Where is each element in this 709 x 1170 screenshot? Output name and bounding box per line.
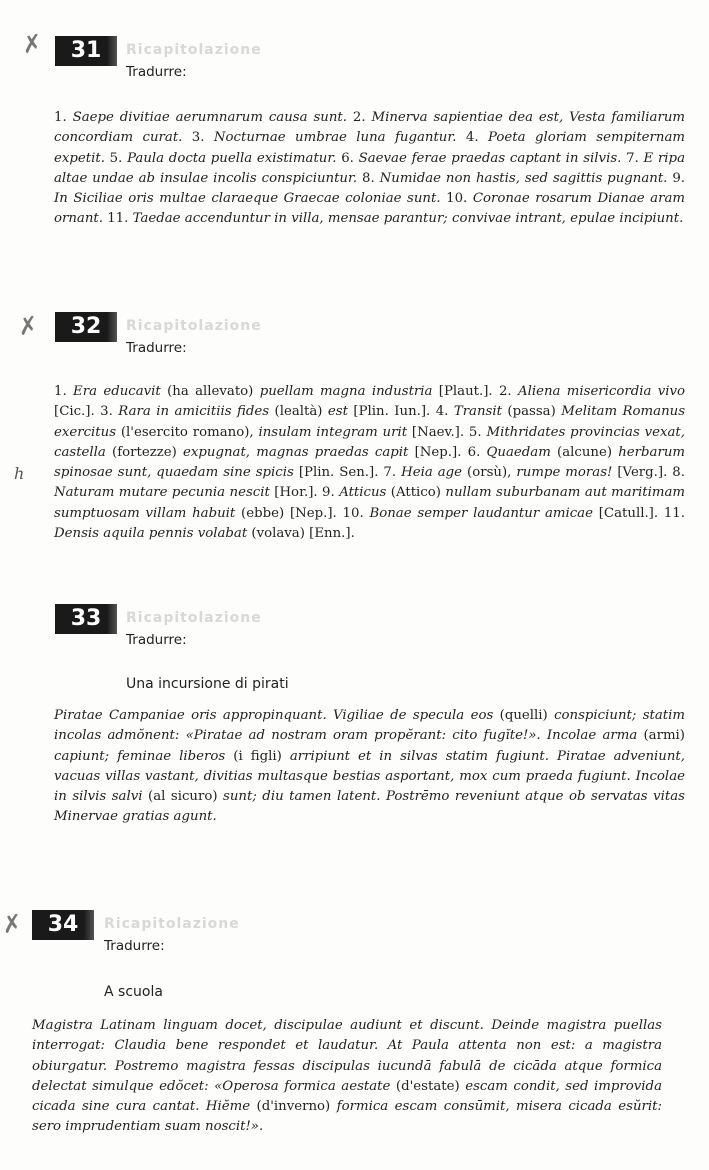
- exercise-number: 34: [32, 910, 94, 940]
- exercise-text: [54, 706, 685, 828]
- latin-text: sunt; diu tamen latent. Postrēmo reveniunt atque ob servatas vitas Minervae gratias agunt.: [54, 789, 685, 825]
- latin-text: conspiciunt; statim incolas admŏnent: «Piratae ad nostram oram propĕrant: cito fugĭte!». Incolae arma: [54, 708, 685, 744]
- handwritten-x-mark: ✗: [0, 908, 24, 940]
- gloss-text: (alcune): [550, 444, 619, 460]
- gloss-text: (fortezze): [105, 444, 183, 460]
- gloss-text: (i figli): [225, 748, 290, 764]
- section-title: Ricapitolazione: [126, 610, 262, 626]
- gloss-text: [Verg.]. 8.: [612, 465, 685, 481]
- exercise-text: [54, 108, 685, 230]
- gloss-text: 5.: [104, 150, 128, 166]
- gloss-text: (quelli): [493, 708, 555, 723]
- latin-text: Nocturnae umbrae luna fugantur.: [213, 130, 457, 146]
- reading-heading: Una incursione di pirati: [126, 676, 289, 692]
- gloss-text: (d'inverno): [250, 1099, 337, 1115]
- instruction: Tradurre:: [126, 340, 187, 356]
- latin-text: Heia age: [401, 465, 463, 481]
- instruction: Tradurre:: [126, 632, 187, 648]
- gloss-text: (l'esercito romano),: [116, 424, 259, 440]
- latin-text: Piratae Campaniae oris appropinquant. Vigiliae de specula eos: [54, 708, 494, 723]
- latin-text: Quaedam: [486, 444, 551, 460]
- latin-text: Mithridates provincias vexat, castella: [54, 424, 686, 460]
- gloss-text: (orsù),: [462, 465, 517, 481]
- latin-text: Transit: [453, 404, 502, 420]
- gloss-text: (ha allevato): [160, 384, 260, 399]
- gloss-text: [Cic.]. 3.: [54, 404, 119, 420]
- latin-text: arripiunt et in silvas statim fugiunt. Piratae adveniunt, vacuas villas vastant, divitias multasque bestias asportant, mox cum praeda fugiunt. Incolae in silvis salvi: [54, 748, 685, 805]
- latin-text: puellam magna industria: [259, 384, 433, 399]
- latin-text: E ripa altae undae ab insulae incolis conspiciuntur.: [54, 150, 685, 186]
- gloss-text: [Plin. Sen.]. 7.: [293, 465, 402, 481]
- gloss-text: 7.: [621, 150, 644, 166]
- latin-text: Bonae semper laudantur amicae: [369, 505, 593, 521]
- gloss-text: (lealtà): [269, 404, 328, 420]
- gloss-text: 8.: [357, 170, 380, 186]
- gloss-text: (Attico): [386, 485, 446, 501]
- reading-heading: A scuola: [104, 984, 163, 1000]
- latin-text: Coronae rosarum Dianae aram ornant.: [54, 191, 686, 227]
- latin-text: Era educavit: [73, 384, 161, 399]
- latin-text: est: [327, 404, 348, 420]
- section-title: Ricapitolazione: [126, 42, 262, 58]
- latin-text: herbarum spinosae sunt, quaedam sine spicis: [54, 444, 685, 481]
- gloss-text: 11.: [103, 211, 133, 227]
- gloss-text: 3.: [182, 130, 214, 146]
- gloss-text: 6.: [336, 150, 359, 166]
- instruction: Tradurre:: [104, 938, 165, 954]
- latin-text: Rara in amicitiis fides: [118, 404, 270, 420]
- latin-text: rumpe moras!: [516, 465, 613, 481]
- gloss-text: [Plaut.]. 2.: [432, 384, 518, 399]
- latin-text: Densis aquila pennis volabat: [54, 526, 248, 542]
- exercise-number: 33: [55, 604, 117, 634]
- latin-text: Melitam Romanus exercitus: [54, 404, 686, 440]
- gloss-text: [Naev.]. 5.: [407, 424, 487, 440]
- latin-text: Magistra Latinam linguam docet, discipulae audiunt et discunt. Deinde magistra puellas interrogat: Claudia bene respondet et laudatur. At Paula attenta non est: a magistra obiurgatur. Postremo magistra fessas discipulas iucundā fabulā de cicāda atque formica delectat simulque edŏcet: «Operosa formica aestate: [32, 1018, 662, 1094]
- gloss-text: [Hor.]. 9.: [269, 485, 340, 501]
- latin-text: In Siciliae oris multae claraeque Graecae coloniae sunt.: [54, 191, 441, 207]
- latin-text: Taedae accenduntur in villa, mensae parantur; convivae intrant, epulae incipiunt.: [132, 211, 684, 227]
- exercise-number: 32: [55, 312, 117, 342]
- latin-text: Aliena misericordia vivo: [517, 384, 686, 399]
- latin-text: insulam integram urit: [258, 424, 408, 440]
- gloss-text: (al sicuro): [142, 789, 224, 805]
- gloss-text: 4.: [456, 130, 488, 146]
- gloss-text: 9.: [667, 170, 686, 186]
- latin-text: Minerva sapientiae dea est, Vesta familiarum concordiam curat.: [54, 110, 686, 146]
- latin-text: escam condit, sed improvida cicada sine cura cantat. Hiĕme: [32, 1078, 662, 1115]
- gloss-text: [Catull.]. 11.: [592, 505, 685, 521]
- handwritten-note: h: [14, 464, 25, 483]
- latin-text: Paula docta puella existimatur.: [127, 150, 337, 166]
- gloss-text: (passa): [501, 404, 562, 420]
- exercise-text: [32, 1016, 662, 1138]
- handwritten-x-mark: ✗: [20, 28, 44, 60]
- instruction: Tradurre:: [126, 64, 187, 80]
- gloss-text: (d'estate): [390, 1078, 466, 1094]
- gloss-text: (volava) [Enn.].: [247, 526, 355, 542]
- gloss-text: 1.: [54, 384, 74, 399]
- latin-text: Poeta gloriam sempiternam expetit.: [54, 130, 686, 166]
- latin-text: Atticus: [339, 485, 387, 501]
- section-title: Ricapitolazione: [126, 318, 262, 334]
- gloss-text: 2.: [346, 110, 372, 125]
- latin-text: formica escam consūmit, misera cicada esŭrit: sero imprudentiam suam noscit!».: [32, 1099, 662, 1135]
- gloss-text: (ebbe) [Nep.]. 10.: [235, 505, 370, 521]
- exercise-number: 31: [55, 36, 117, 66]
- gloss-text: 1.: [54, 110, 73, 125]
- latin-text: expugnat, magnas praedas capit: [183, 444, 409, 460]
- section-title: Ricapitolazione: [104, 916, 240, 932]
- exercise-text: [54, 382, 685, 544]
- latin-text: Saevae ferae praedas captant in silvis.: [358, 150, 622, 166]
- handwritten-x-mark: ✗: [16, 310, 40, 342]
- gloss-text: [Nep.]. 6.: [408, 444, 487, 460]
- latin-text: nullam suburbanam aut maritimam sumptuosam villam habuit: [54, 485, 686, 521]
- latin-text: Numidae non hastis, sed sagittis pugnant.: [379, 170, 668, 186]
- gloss-text: [Plin. Iun.]. 4.: [347, 404, 454, 420]
- gloss-text: (armi): [637, 728, 685, 744]
- latin-text: Naturam mutare pecunia nescit: [54, 485, 270, 501]
- latin-text: Saepe divitiae aerumnarum causa sunt.: [72, 110, 347, 125]
- gloss-text: 10.: [440, 191, 473, 207]
- latin-text: capiunt; feminae liberos: [54, 748, 226, 764]
